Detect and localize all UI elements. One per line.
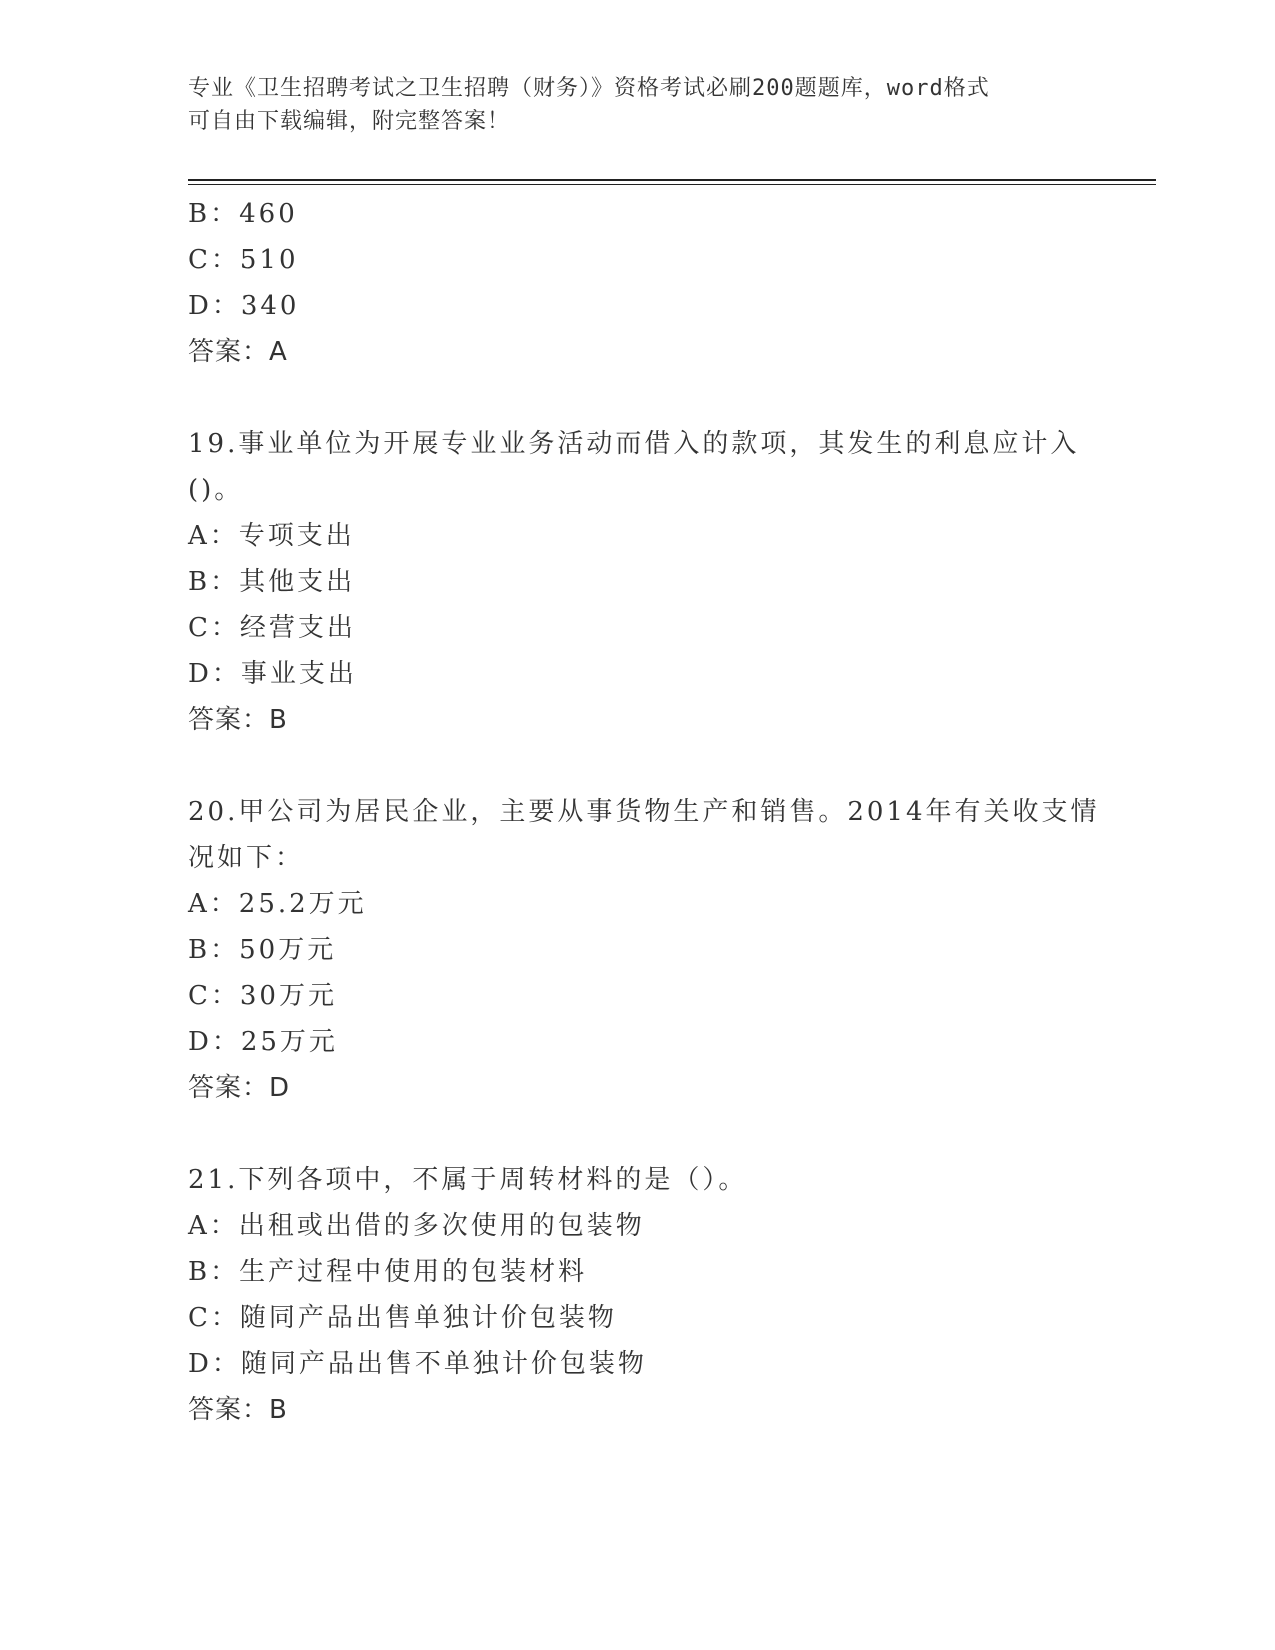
header-line-2: 可自由下载编辑，附完整答案！ bbox=[188, 109, 511, 134]
answer-line: 答案：A bbox=[188, 337, 288, 367]
question-19-option-a: A：专项支出 bbox=[188, 521, 355, 551]
question-20-option-c: C：30万元 bbox=[188, 981, 337, 1011]
question-19-option-d: D：事业支出 bbox=[188, 659, 357, 689]
document-header bbox=[188, 72, 1088, 138]
question-19-option-c: C：经营支出 bbox=[188, 613, 356, 643]
question-19-option-b: B：其他支出 bbox=[188, 567, 356, 597]
header-divider-thick bbox=[188, 179, 1156, 181]
option-b: B：460 bbox=[188, 199, 298, 229]
question-19-stem-cont: ()。 bbox=[188, 475, 244, 505]
option-d: D：340 bbox=[188, 291, 300, 321]
question-21-option-a: A：出租或出借的多次使用的包装物 bbox=[188, 1211, 645, 1241]
question-20-answer: 答案：D bbox=[188, 1073, 291, 1103]
spacer bbox=[188, 743, 1088, 789]
question-19-answer: 答案：B bbox=[188, 705, 288, 735]
question-20-option-d: D：25万元 bbox=[188, 1027, 338, 1057]
question-21-option-b: B：生产过程中使用的包装材料 bbox=[188, 1257, 588, 1287]
question-21-stem: 21.下列各项中，不属于周转材料的是（）。 bbox=[188, 1165, 748, 1195]
question-21-answer: 答案：B bbox=[188, 1395, 288, 1425]
option-c: C：510 bbox=[188, 245, 299, 275]
header-divider-thin bbox=[188, 184, 1156, 185]
spacer bbox=[188, 375, 1088, 421]
spacer bbox=[188, 1111, 1088, 1157]
question-21-option-c: C：随同产品出售单独计价包装物 bbox=[188, 1303, 617, 1333]
question-20-option-a: A：25.2万元 bbox=[188, 889, 367, 919]
question-20-option-b: B：50万元 bbox=[188, 935, 337, 965]
question-21-option-d: D：随同产品出售不单独计价包装物 bbox=[188, 1349, 647, 1379]
question-20-stem-cont: 况如下： bbox=[188, 843, 305, 873]
header-line-1: 专业《卫生招聘考试之卫生招聘（财务）》资格考试必刷200题题库，word格式 bbox=[188, 76, 990, 101]
question-20-stem: 20.甲公司为居民企业，主要从事货物生产和销售。2014年有关收支情 bbox=[188, 797, 1100, 827]
question-body bbox=[188, 191, 1100, 1433]
question-19-stem: 19.事业单位为开展专业业务活动而借入的款项，其发生的利息应计入 bbox=[188, 429, 1080, 459]
